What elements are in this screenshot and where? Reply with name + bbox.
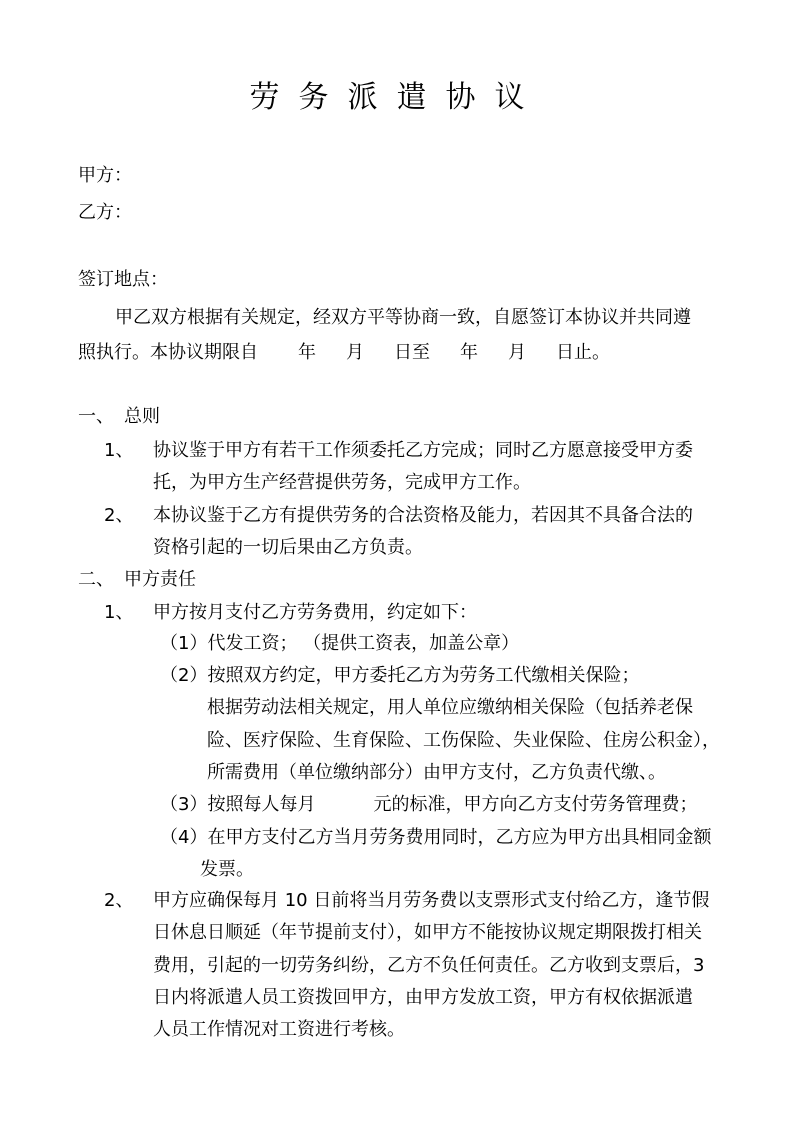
intro-month-2: 月	[508, 342, 526, 363]
sub-item-3-prefix: （3）按照每人每月	[160, 794, 316, 815]
sub-item-2-detail-line-1: 根据劳动法相关规定，用人单位应缴纳相关保险（包括养老保	[207, 697, 693, 718]
section-2-heading: 甲方责任	[124, 569, 196, 590]
section-2-item-2-line-1: 甲方应确保每月 10 日前将当月劳务费以支票形式支付给乙方，逢节假	[153, 890, 710, 911]
sub-item-3-suffix: 元的标准，甲方向乙方支付劳务管理费；	[373, 794, 698, 815]
intro-year-2: 年	[460, 342, 478, 363]
intro-term-prefix: 照执行。本协议期限自	[78, 342, 258, 363]
intro-line-1: 甲乙双方根据有关规定，经双方平等协商一致，自愿签订本协议并共同遵	[115, 307, 691, 328]
sub-item-4-line-1: （4）在甲方支付乙方当月劳务费用同时，乙方应为甲方出具相同金额	[160, 827, 712, 848]
section-1-item-1-line-1: 协议鉴于甲方有若干工作须委托乙方完成；同时乙方愿意接受甲方委	[153, 440, 693, 461]
sub-item-2: （2）按照双方约定，甲方委托乙方为劳务工代缴相关保险；	[160, 665, 640, 686]
section-2-item-1-number: 1、	[104, 602, 134, 623]
sub-item-2-detail-line-2: 险、医疗保险、生育保险、工伤保险、失业保险、住房公积金），	[207, 730, 720, 751]
section-2-item-2-line-5: 人员工作情况对工资进行考核。	[153, 1019, 405, 1040]
section-1-item-1-number: 1、	[104, 440, 134, 461]
intro-year-1: 年	[298, 342, 316, 363]
sub-item-2-detail-line-3: 所需费用（单位缴纳部分）由甲方支付，乙方负责代缴、。	[207, 762, 666, 783]
section-1-heading: 总则	[124, 406, 160, 427]
document-title: 劳务派遣协议	[249, 80, 544, 115]
sub-item-1: （1）代发工资； （提供工资表，加盖公章）	[160, 633, 520, 654]
party-b-label: 乙方：	[78, 202, 132, 223]
intro-day-to: 日至	[394, 342, 430, 363]
section-2-number: 二、	[78, 569, 114, 590]
section-1-item-2-number: 2、	[104, 505, 134, 526]
section-1-item-1-line-2: 托，为甲方生产经营提供劳务，完成甲方工作。	[153, 472, 531, 493]
section-2-item-2-line-2: 日休息日顺延（年节提前支付），如甲方不能按协议规定期限拨打相关	[153, 922, 702, 943]
section-1-item-2-line-2: 资格引起的一切后果由乙方负责。	[153, 537, 423, 558]
section-1-item-2-line-1: 本协议鉴于乙方有提供劳务的合法资格及能力，若因其不具备合法的	[153, 505, 693, 526]
section-2-item-2-number: 2、	[104, 890, 134, 911]
section-1-number: 一、	[78, 406, 114, 427]
sub-item-4-line-2: 发票。	[200, 859, 254, 880]
section-2-item-2-line-4: 日内将派遣人员工资拨回甲方，由甲方发放工资，甲方有权依据派遣	[153, 987, 693, 1008]
intro-month-1: 月	[346, 342, 364, 363]
section-2-item-1-text: 甲方按月支付乙方劳务费用，约定如下：	[153, 602, 477, 623]
sign-place-label: 签订地点：	[78, 269, 168, 290]
party-a-label: 甲方：	[78, 165, 132, 186]
sub-item-3	[160, 793, 697, 817]
section-2-item-2-line-3: 费用，引起的一切劳务纠纷，乙方不负任何责任。乙方收到支票后，3	[153, 955, 705, 976]
intro-line-2	[78, 341, 610, 365]
intro-day-end: 日止。	[556, 342, 610, 363]
